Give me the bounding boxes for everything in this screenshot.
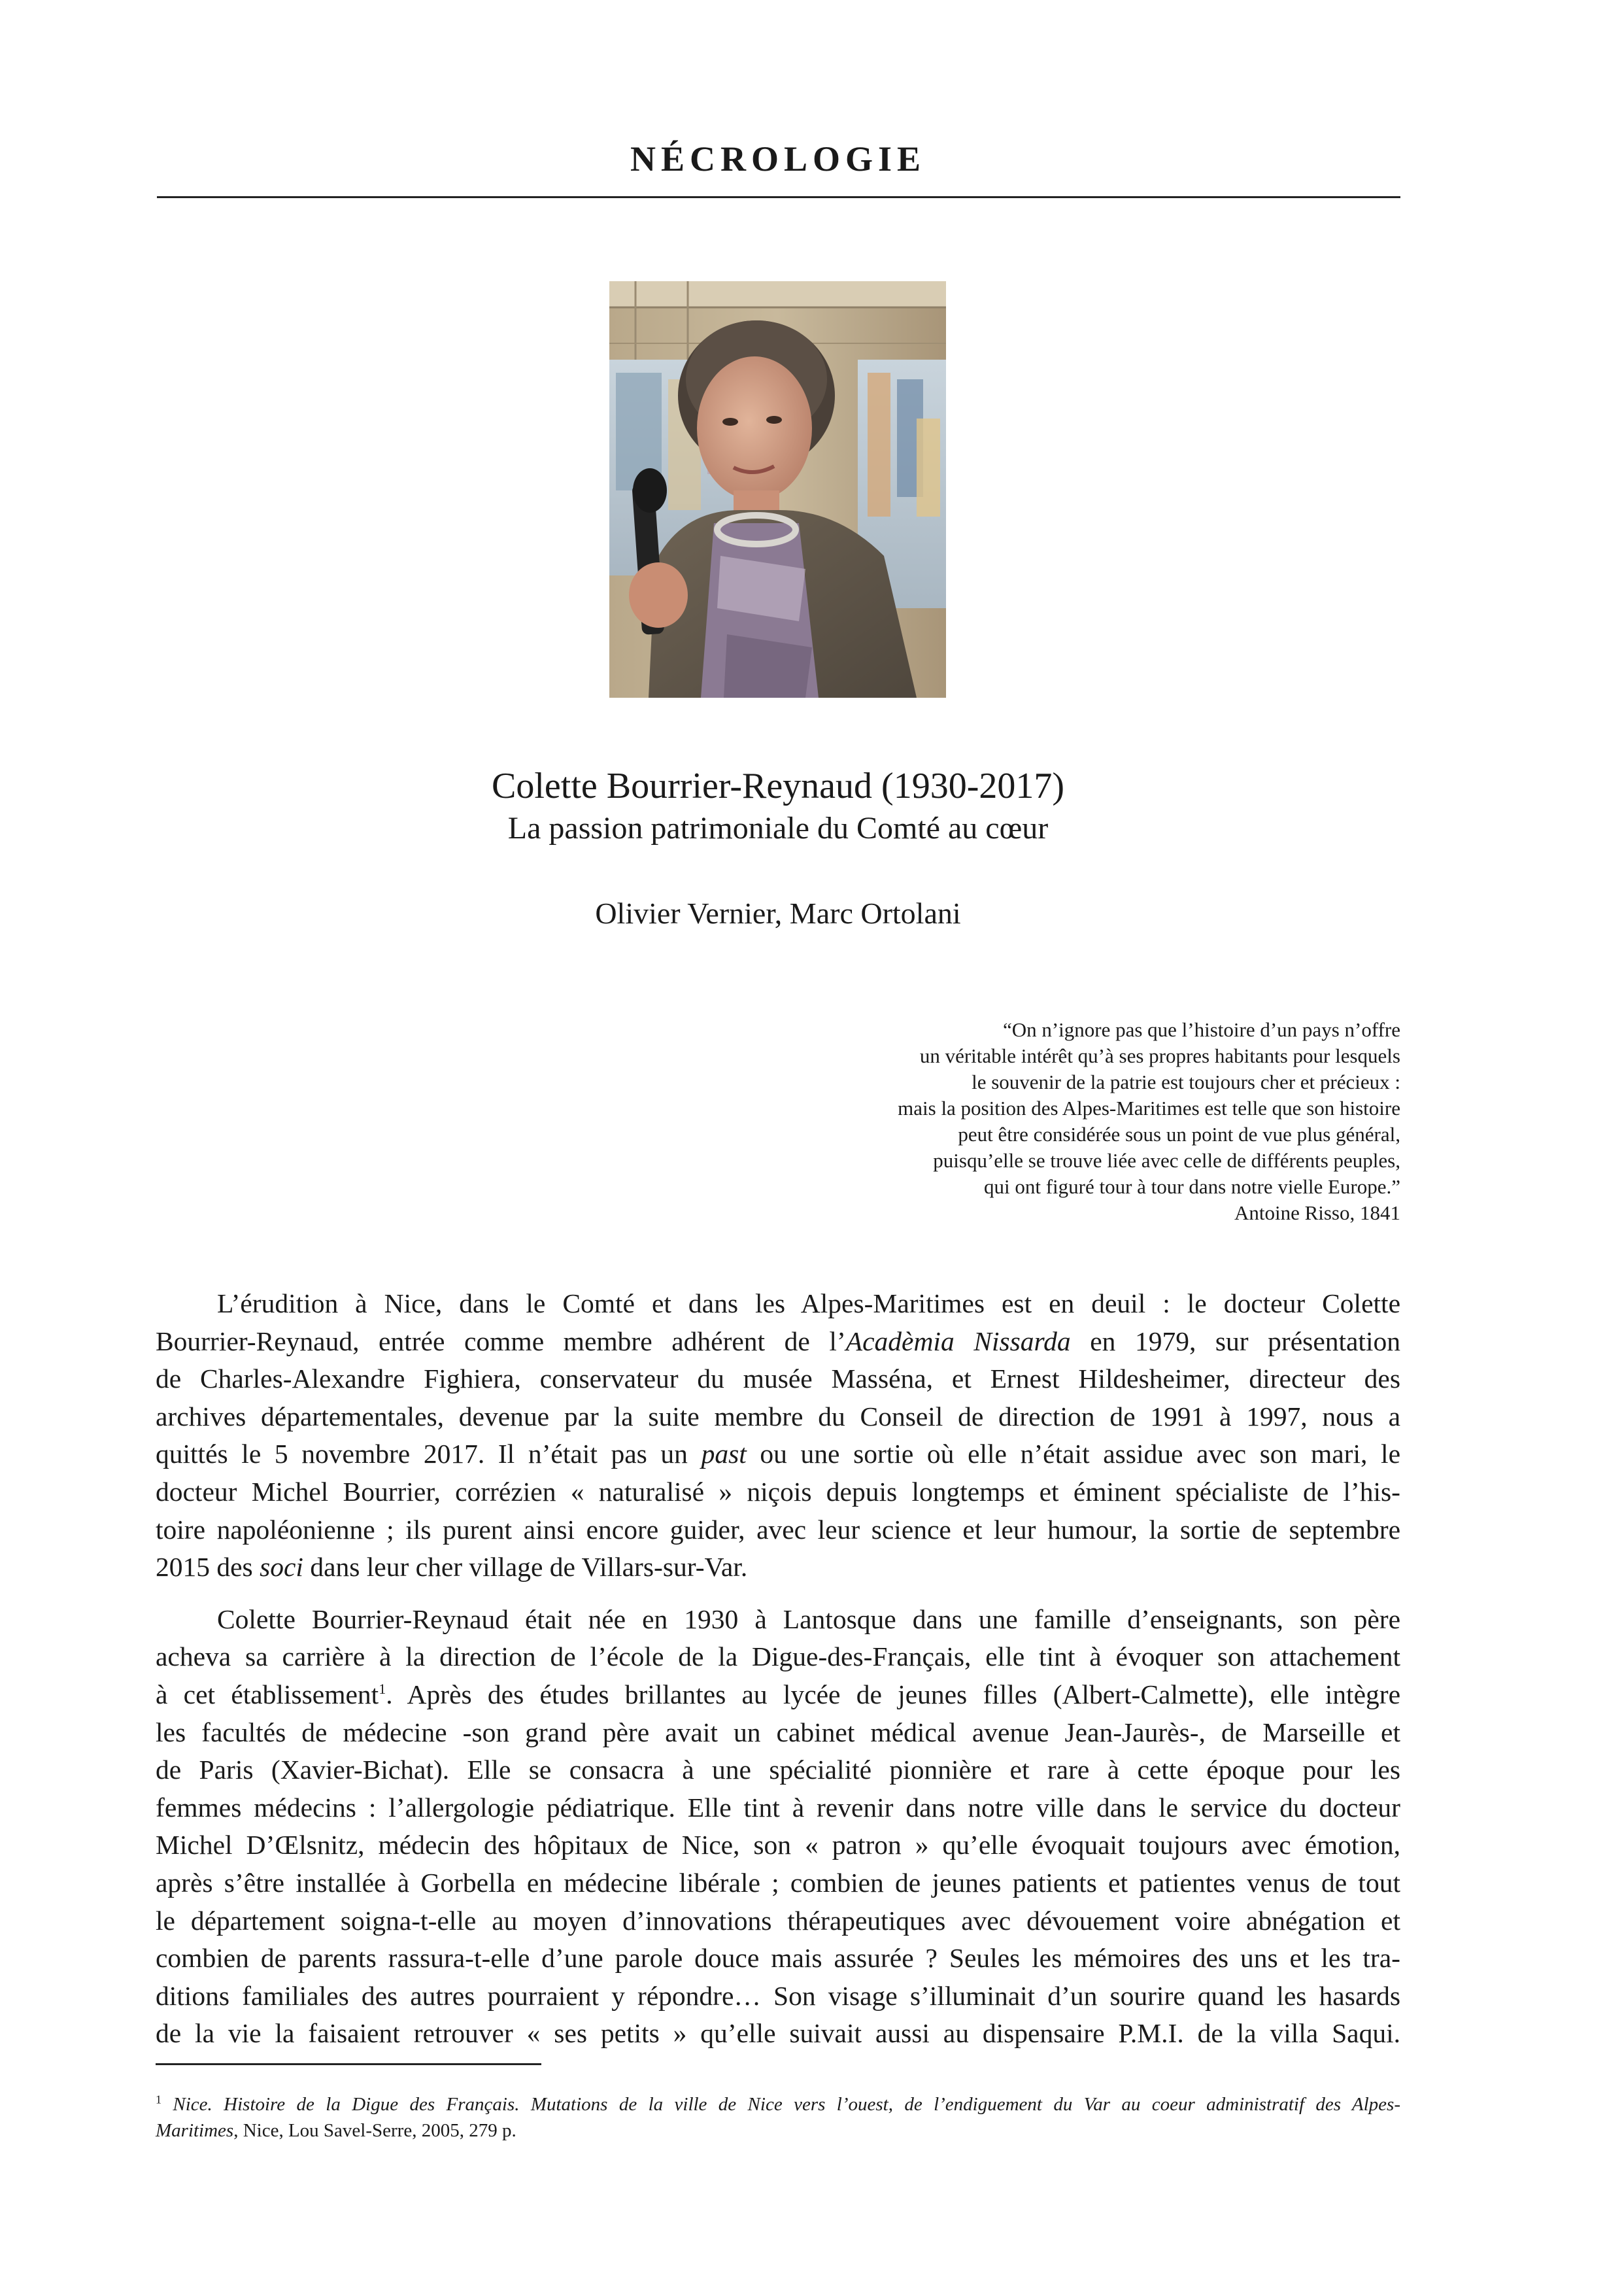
body-line: de la vie la faisaient retrouver « ses petits » qu’elle suivait aussi au dispensaire P.M.I. de la villa Saqui. — [156, 2018, 1400, 2049]
body-line: ditions familiales des autres pourraient y répondre… Son visage s’illuminait d’un sourire quand les hasards — [156, 1980, 1400, 2011]
epigraph-line: “On n’ignore pas que l’histoire d’un pays n’offre — [1002, 1018, 1400, 1041]
epigraph-line: qui ont figuré tour à tour dans notre vielle Europe.” — [983, 1175, 1400, 1198]
portrait-photo — [609, 281, 946, 698]
body-line: après s’être installée à Gorbella en médecine libérale ; combien de jeunes patients et patientes venus de tout — [156, 1867, 1400, 1898]
footnote-mark: 1 — [156, 2093, 161, 2106]
epigraph-line: un véritable intérêt qu’à ses propres habitants pour lesquels — [919, 1044, 1400, 1067]
article-subtitle: La passion patrimoniale du Comté au cœur — [507, 811, 1049, 846]
body-line: toire napoléonienne ; ils purent ainsi encore guider, avec leur science et leur humour, la sortie de septembre — [156, 1514, 1400, 1545]
italic-term: past — [701, 1439, 747, 1469]
italic-term: soci — [260, 1552, 303, 1583]
footnote-rule — [156, 2063, 541, 2065]
body-line: Bourrier-Reynaud, entrée comme membre adhérent de l’Acadèmia Nissarda en 1979, sur présentation — [156, 1326, 1400, 1356]
body-line: de Charles-Alexandre Fighiera, conservateur du musée Masséna, et Ernest Hildesheimer, directeur des — [156, 1363, 1400, 1394]
body-line: acheva sa carrière à la direction de l’école de la Digue-des-Français, elle tint à évoquer son attachement — [156, 1641, 1400, 1672]
footnote-line: Maritimes, Nice, Lou Savel-Serre, 2005, 279 p. — [156, 2120, 516, 2141]
epigraph-line: mais la position des Alpes-Maritimes est telle que son histoire — [898, 1097, 1400, 1120]
body-line: docteur Michel Bourrier, corrézien « naturalisé » niçois depuis longtemps et éminent spécialiste de l’his- — [156, 1476, 1400, 1507]
body-line: Colette Bourrier-Reynaud était née en 1930 à Lantosque dans une famille d’enseignants, son père — [217, 1603, 1400, 1634]
portrait-illustration — [609, 281, 946, 698]
body-line: L’érudition à Nice, dans le Comté et dans les Alpes-Maritimes est en deuil : le docteur Colette — [217, 1288, 1400, 1318]
epigraph-line: peut être considérée sous un point de vue plus général, — [958, 1123, 1400, 1146]
footnote-reference[interactable]: 1 — [379, 1681, 386, 1698]
body-line: femmes médecins : l’allergologie pédiatrique. Elle tint à revenir dans notre ville dans le service du docteur — [156, 1792, 1400, 1823]
epigraph-line: puisqu’elle se trouve liée avec celle de différents peuples, — [933, 1149, 1400, 1172]
epigraph — [681, 1017, 1400, 1226]
body-line: les facultés de médecine -son grand père avait un cabinet médical avenue Jean-Jaurès-, de Marseille et — [156, 1717, 1400, 1747]
body-line: 2015 des soci dans leur cher village de Villars-sur-Var. — [156, 1552, 748, 1583]
epigraph-attribution: Antoine Risso, 1841 — [1234, 1201, 1400, 1224]
footnote — [156, 2091, 1400, 2144]
body-line: à cet établissement$^1$. Après des études brillantes au lycée de jeunes filles (Albert-Calmette), elle intègre — [156, 1679, 1401, 1709]
article-authors: Olivier Vernier, Marc Ortolani — [595, 897, 961, 930]
paragraph-2 — [156, 1601, 1400, 2053]
body-line: archives départementales, devenue par la suite membre du Conseil de direction de 1991 à 1997, nous a — [156, 1401, 1400, 1431]
body-line: Michel D’Œlsnitz, médecin des hôpitaux de Nice, son « patron » qu’elle évoquait toujours avec émotion, — [156, 1830, 1400, 1860]
footnote-line: $^1$ Nice. Histoire de la Digue des Français. Mutations de la ville de Nice vers l’ouest, de l’endiguement du Var au coeur administratif des Alpes- — [156, 2093, 1401, 2115]
italic-term: Acadèmia Nissarda — [845, 1326, 1071, 1356]
article-title: Colette Bourrier-Reynaud (1930-2017) — [492, 766, 1064, 806]
body-line: le département soigna-t-elle au moyen d’innovations thérapeutiques avec dévouement voire abnégation et — [156, 1905, 1400, 1936]
article-body — [156, 1285, 1400, 2053]
body-line: quittés le 5 novembre 2017. Il n’était pas un past ou une sortie où elle n’était assidue avec son mari, le — [156, 1439, 1400, 1469]
section-title: NÉCROLOGIE — [630, 139, 926, 179]
header-rule — [157, 196, 1400, 198]
body-line: combien de parents rassura-t-elle d’une parole douce mais assurée ? Seules les mémoires des uns et les tra- — [156, 1943, 1400, 1974]
article-heading — [157, 764, 1399, 849]
epigraph-line: le souvenir de la patrie est toujours cher et précieux : — [972, 1071, 1400, 1093]
body-line: de Paris (Xavier-Bichat). Elle se consacra à une spécialité pionnière et rare à cette époque pour les — [156, 1755, 1400, 1785]
paragraph-1 — [156, 1285, 1400, 1586]
